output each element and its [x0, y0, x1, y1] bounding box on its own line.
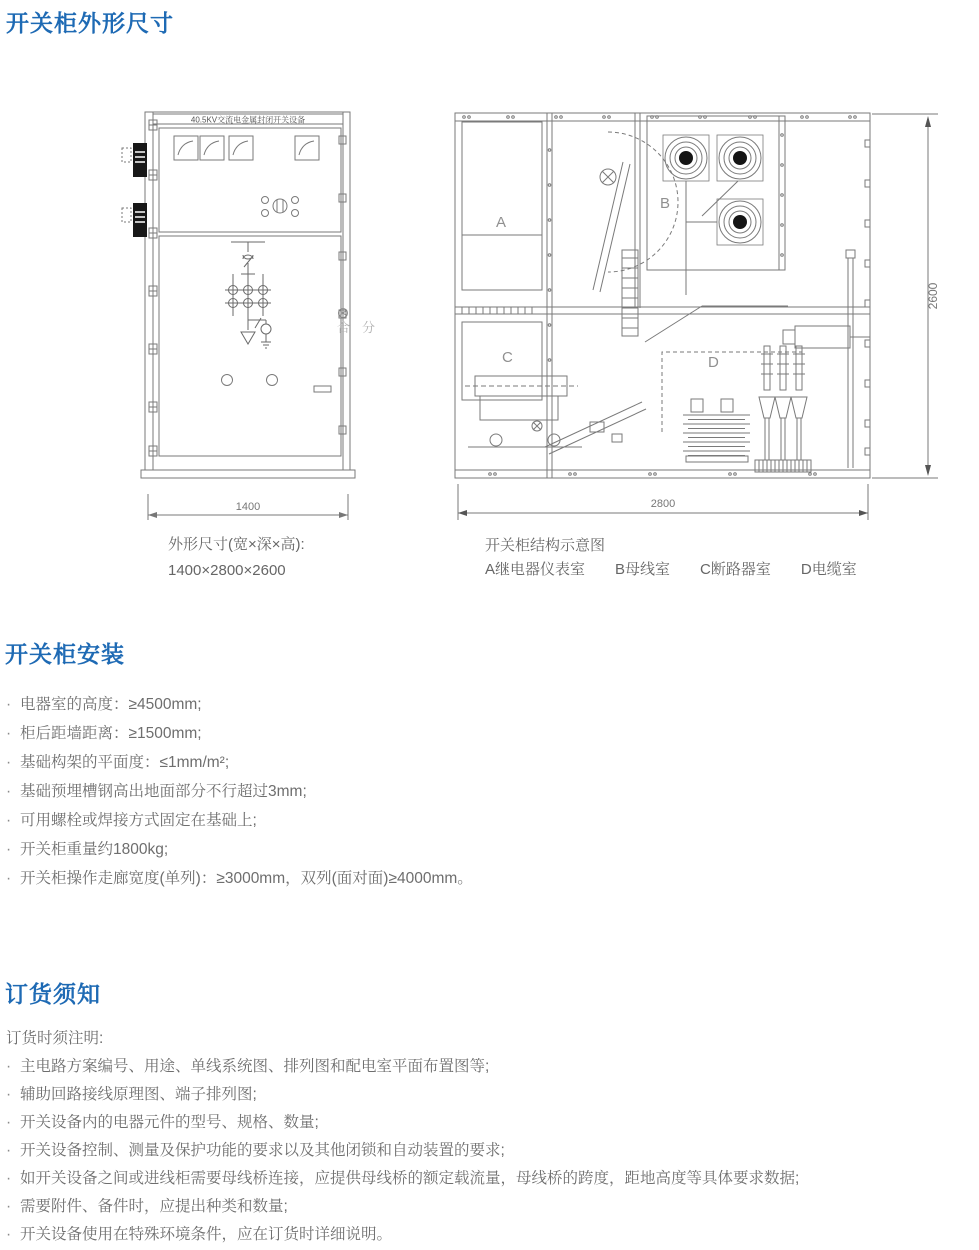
install-item-text: 柜后距墙距离：≥1500mm;: [20, 725, 202, 742]
bullet-marker: ·: [6, 1142, 12, 1159]
install-item: [6, 777, 473, 806]
legend-item-c: C断路器室: [700, 561, 771, 578]
bullet-marker: ·: [6, 1170, 12, 1187]
ordering-item: [6, 1165, 799, 1193]
bullet-marker: ·: [6, 841, 12, 858]
ordering-item: [6, 1109, 799, 1137]
install-item: [6, 719, 473, 748]
bullet-marker: ·: [6, 1226, 12, 1243]
front-view-caption-line1: 外形尺寸(宽×深×高):: [168, 536, 305, 553]
front-view-drawing: [115, 106, 380, 526]
nameplate-text: 40.5KV交流电金属封闭开关设备: [190, 115, 306, 125]
legend-item-a: A继电器仪表室: [485, 561, 586, 578]
compartment-d-label: D: [708, 354, 719, 371]
ordering-item: [6, 1053, 799, 1081]
dim-width-label: 1400: [235, 501, 261, 513]
bullet-marker: ·: [6, 783, 12, 800]
ordering-item-text: 开关设备内的电器元件的型号、规格、数量;: [20, 1114, 319, 1131]
install-item: [6, 835, 473, 864]
bullet-marker: ·: [6, 754, 12, 771]
section-view-drawing: [450, 100, 950, 530]
compartment-c-label: C: [502, 349, 513, 366]
section-view-caption-title: 开关柜结构示意图: [485, 537, 606, 554]
ordering-item: [6, 1193, 799, 1221]
section-title-install: 开关柜安装: [5, 641, 125, 667]
ordering-item-text: 如开关设备之间或进线柜需要母线桥连接，应提供母线桥的额定载流量，母线桥的跨度，距地高度等具体要求数据;: [20, 1170, 800, 1187]
install-item: [6, 748, 473, 777]
ordering-item: [6, 1221, 799, 1249]
legend-item-d: D电缆室: [800, 561, 857, 578]
front-view-caption: [168, 532, 305, 584]
install-item-text: 开关柜操作走廊宽度(单列)：≥3000mm，双列(面对面)≥4000mm。: [20, 870, 473, 887]
section-title-ordering: 订货须知: [5, 981, 101, 1007]
bullet-marker: ·: [6, 725, 12, 742]
front-view-caption-line2: 1400×2800×2600: [168, 562, 286, 579]
close-label: 合: [337, 320, 351, 335]
ordering-intro: 订货时须注明:: [6, 1030, 104, 1047]
bullet-marker: ·: [6, 1198, 12, 1215]
insulator-stack: [683, 399, 750, 462]
page-title-dimensions: 开关柜外形尺寸: [6, 10, 174, 36]
dim-height-label: 2600: [926, 282, 940, 310]
bullet-marker: ·: [6, 696, 12, 713]
section-view-lines: [455, 113, 938, 520]
bullet-marker: ·: [6, 1114, 12, 1131]
front-view-lines: [122, 112, 355, 520]
dim-depth-label: 2800: [650, 498, 676, 510]
legend-item-b: B母线室: [615, 561, 671, 578]
install-item: [6, 806, 473, 835]
ordering-item-text: 需要附件、备件时，应提出种类和数量;: [20, 1198, 288, 1215]
open-label: 分: [362, 320, 376, 335]
install-item: [6, 864, 473, 893]
ordering-item-text: 主电路方案编号、用途、单线系统图、排列图和配电室平面布置图等;: [20, 1058, 490, 1075]
install-item-text: 开关柜重量约1800kg;: [20, 841, 169, 858]
busbar-cores: [679, 151, 747, 229]
bullet-marker: ·: [6, 812, 12, 829]
install-list: [6, 690, 473, 893]
ordering-item-text: 开关设备控制、测量及保护功能的要求以及其他闭锁和自动装置的要求;: [20, 1142, 505, 1159]
cable-bushings: [759, 346, 807, 460]
ordering-item: [6, 1137, 799, 1165]
ordering-list: [6, 1053, 799, 1249]
compartment-a-label: A: [496, 214, 507, 231]
ordering-item-text: 开关设备使用在特殊环境条件，应在订货时详细说明。: [20, 1226, 393, 1243]
install-item-text: 可用螺栓或焊接方式固定在基础上;: [20, 812, 257, 829]
bullet-marker: ·: [6, 1058, 12, 1075]
compartment-b-label: B: [660, 195, 671, 212]
bullet-marker: ·: [6, 870, 12, 887]
compartment-legend: [485, 558, 887, 579]
bullet-marker: ·: [6, 1086, 12, 1103]
install-item-text: 基础构架的平面度：≤1mm/m²;: [20, 754, 230, 771]
install-item-text: 基础预埋槽钢高出地面部分不行超过3mm;: [20, 783, 307, 800]
install-item-text: 电器室的高度：≥4500mm;: [20, 696, 202, 713]
install-item: [6, 690, 473, 719]
ordering-item-text: 辅助回路接线原理图、端子排列图;: [20, 1086, 257, 1103]
ordering-item: [6, 1081, 799, 1109]
busbar-coil: [663, 135, 763, 245]
